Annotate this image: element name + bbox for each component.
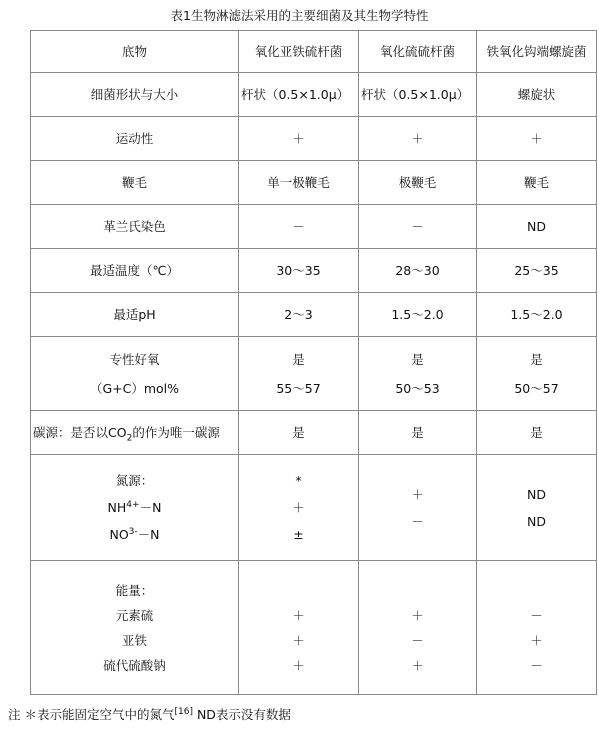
row-label: 革兰氏染色 [31, 205, 239, 249]
cell-value: 2～3 [239, 293, 359, 337]
cell-value: 1.5～2.0 [359, 293, 477, 337]
label-line: 元素硫 [115, 607, 154, 623]
value-line [477, 578, 596, 603]
value-line [239, 578, 358, 603]
value-line: ＋ [292, 607, 305, 623]
value-line: 是 [411, 351, 424, 367]
label-text: －N [137, 527, 160, 542]
header-col1: 氧化亚铁硫杆菌 [239, 31, 359, 73]
cell-value [477, 561, 597, 695]
value-line: 50～53 [395, 380, 440, 396]
superscript: 3- [128, 526, 138, 537]
label-text: 碳源：是否以CO [33, 425, 127, 440]
table-row-carbon-source [31, 411, 597, 455]
label-line [31, 521, 238, 548]
cell-value: － [239, 205, 359, 249]
label-line: 硫代硫酸钠 [103, 657, 166, 673]
subscript: 2 [126, 433, 133, 444]
value-line: ＋ [292, 632, 305, 648]
value-line: － [411, 632, 424, 648]
label-line [31, 494, 238, 521]
row-label: 细菌形状与大小 [31, 73, 239, 117]
cell-value: ＋ [239, 117, 359, 161]
cell-value: 鞭毛 [477, 161, 597, 205]
label-line: 专性好氧 [109, 351, 160, 367]
table-row-shape [31, 73, 597, 117]
cell-value: 是 [239, 411, 359, 455]
cell-value: 1.5～2.0 [477, 293, 597, 337]
citation-superscript: [16] [174, 706, 193, 717]
value-line: ＋ [411, 607, 424, 623]
table-header-row [31, 31, 597, 73]
value-line: ND [527, 513, 546, 529]
row-label [31, 561, 239, 695]
header-col3: 铁氧化钩端螺旋菌 [477, 31, 597, 73]
cell-value [477, 455, 597, 561]
cell-value: ND [477, 205, 597, 249]
table-row-motility [31, 117, 597, 161]
table-footnote [8, 705, 291, 723]
label-text: 的作为唯一碳源 [132, 425, 220, 440]
cell-value: 28～30 [359, 249, 477, 293]
value-line: 55～57 [276, 380, 321, 396]
row-label: 最适pH [31, 293, 239, 337]
value-line: － [411, 513, 424, 529]
cell-value: ＋ [359, 117, 477, 161]
cell-value: 是 [359, 411, 477, 455]
label-text: NO [109, 527, 129, 542]
value-line: ＋ [411, 657, 424, 673]
footnote-text: 注 ＊表示能固定空气中的氮气 [8, 707, 175, 722]
table-title: 表1生物淋滤法采用的主要细菌及其生物学特性 [170, 8, 429, 23]
table-row-ph [31, 293, 597, 337]
row-label [31, 411, 239, 455]
cell-value [239, 561, 359, 695]
row-label [31, 337, 239, 411]
cell-value: 30～35 [239, 249, 359, 293]
label-line: 能量： [115, 582, 154, 598]
label-text: －N [139, 500, 162, 515]
table-row-temperature [31, 249, 597, 293]
cell-value [239, 337, 359, 411]
label-line: 亚铁 [121, 632, 147, 648]
label-text: NH [107, 500, 127, 515]
value-line: ＋ [292, 500, 305, 515]
cell-value: 是 [477, 411, 597, 455]
table-row-nitrogen-source [31, 455, 597, 561]
table-row-oxygen-gc [31, 337, 597, 411]
footnote-text: ND表示没有数据 [192, 707, 291, 722]
cell-value [359, 455, 477, 561]
cell-value: 25～35 [477, 249, 597, 293]
value-line: ＋ [411, 486, 424, 502]
value-line: ＋ [292, 657, 305, 673]
value-line: 是 [292, 351, 305, 367]
characteristics-table [30, 30, 597, 695]
cell-value: 极鞭毛 [359, 161, 477, 205]
cell-value: ＋ [477, 117, 597, 161]
row-label: 最适温度（℃） [31, 249, 239, 293]
value-line: ± [293, 527, 304, 542]
table-row-flagella [31, 161, 597, 205]
value-line [359, 578, 476, 603]
table-row-gram-stain [31, 205, 597, 249]
value-line: ＋ [530, 632, 543, 648]
header-substrate: 底物 [31, 31, 239, 73]
label-line: 氮源： [115, 473, 154, 488]
label-line: （G+C）mol% [89, 380, 180, 396]
value-line: * [295, 473, 302, 488]
value-line: － [530, 657, 543, 673]
value-line: 是 [530, 351, 543, 367]
cell-value [239, 455, 359, 561]
row-label: 鞭毛 [31, 161, 239, 205]
value-line: － [530, 607, 543, 623]
cell-value [359, 337, 477, 411]
cell-value: 杆状（0.5×1.0μ） [359, 73, 477, 117]
cell-value: － [359, 205, 477, 249]
row-label: 运动性 [31, 117, 239, 161]
header-col2: 氧化硫硫杆菌 [359, 31, 477, 73]
cell-value: 杆状（0.5×1.0μ） [239, 73, 359, 117]
cell-value [477, 337, 597, 411]
cell-value [359, 561, 477, 695]
superscript: 4+ [126, 499, 140, 510]
cell-value: 螺旋状 [477, 73, 597, 117]
cell-value: 单一极鞭毛 [239, 161, 359, 205]
value-line: 50～57 [514, 380, 559, 396]
table-row-energy [31, 561, 597, 695]
row-label [31, 455, 239, 561]
value-line: ND [527, 486, 546, 502]
